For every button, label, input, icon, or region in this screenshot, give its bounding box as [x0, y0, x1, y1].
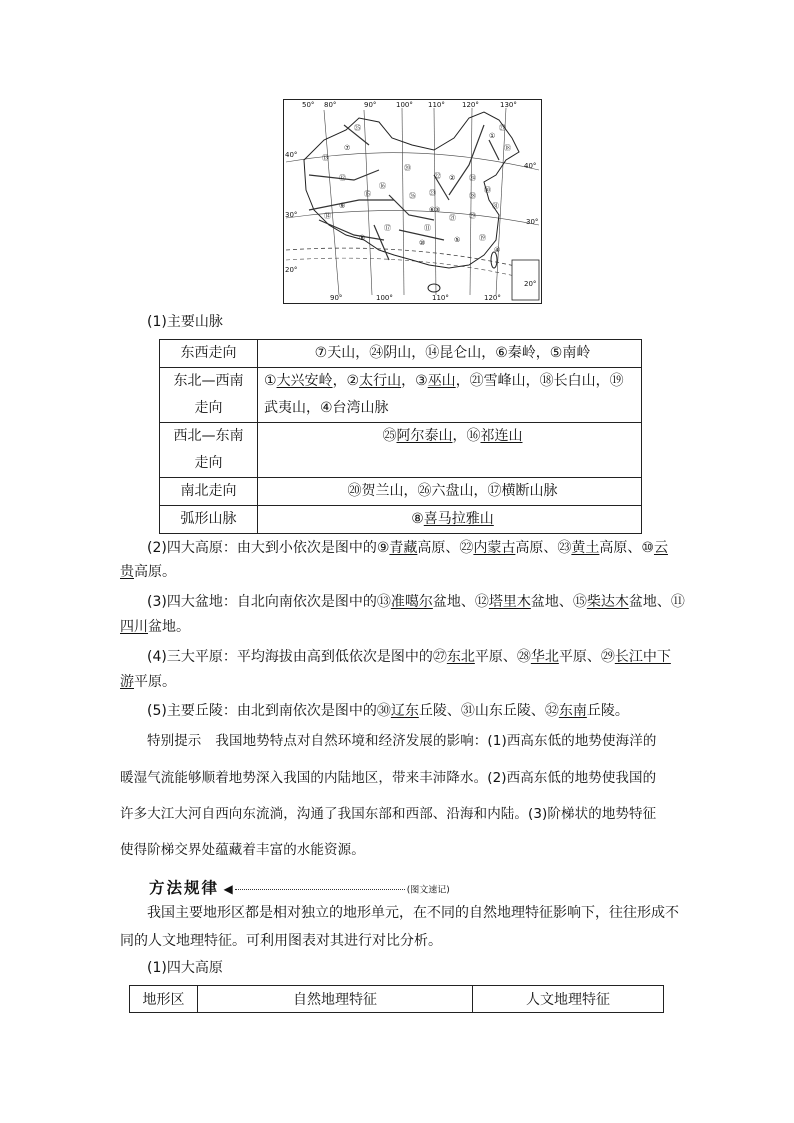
- map-marker: ⑩: [419, 239, 426, 247]
- map-marker: ⑭: [324, 212, 331, 220]
- column-header: 人文地理特征: [473, 986, 664, 1013]
- answer-blank: 青藏: [389, 540, 418, 556]
- lon-label-bottom: 110°: [432, 294, 449, 302]
- answer-blank: 喜马拉雅山: [423, 511, 494, 527]
- lon-label-top: 90°: [364, 101, 377, 109]
- table-row: [130, 986, 664, 1013]
- dotted-rule: [235, 889, 405, 890]
- basins-line1: (3)四大盆地：自北向南依次是图中的⑬准噶尔盆地、⑫塔里木盆地、⑮柴达木盆地、⑪: [147, 594, 685, 610]
- map-marker: ⑳: [404, 164, 411, 172]
- lon-label-bottom: 120°: [484, 294, 501, 302]
- answer-blank: 华北: [530, 649, 559, 665]
- map-marker: ⑧: [359, 234, 366, 242]
- method-heading: [149, 876, 450, 896]
- lat-label-left: 20°: [285, 266, 298, 274]
- features-table: [129, 985, 664, 1013]
- row-value: ①大兴安岭，②太行山，③巫山，㉑雪峰山，⑱长白山，⑲ 武夷山，④台湾山脉: [258, 368, 642, 423]
- map-marker: ⑦: [344, 144, 351, 152]
- answer-blank: 柴达木: [586, 594, 629, 610]
- answer-blank: 游: [120, 674, 134, 690]
- map-marker: ⑰: [384, 224, 391, 232]
- map-marker: ①: [489, 132, 496, 140]
- map-marker: ㉚: [484, 186, 491, 194]
- answer-blank: 阿尔泰山: [396, 428, 453, 444]
- lon-label-top: 130°: [500, 101, 517, 109]
- plateaus-line2: 贵高原。: [120, 564, 176, 580]
- lat-label-right: 40°: [524, 162, 537, 170]
- row-label: 西北—东南 走向: [160, 423, 258, 478]
- tip-line2: 暖湿气流能够顺着地势深入我国的内陆地区，带来丰沛降水。(2)西高东低的地势使我国的: [120, 770, 657, 786]
- tip-line4: 使得阶梯交界处蕴藏着丰富的水能资源。: [120, 842, 365, 858]
- table-row: [160, 423, 642, 478]
- triangle-left-icon: ◀: [223, 882, 233, 896]
- method-line1: 我国主要地形区都是相对独立的地形单元，在不同的自然地理特征影响下，往往形成不: [147, 905, 679, 921]
- row-value: ⑧喜马拉雅山: [258, 506, 642, 534]
- answer-blank: 云: [653, 540, 668, 556]
- mountains-table: [159, 339, 642, 534]
- map-marker: ㉖: [409, 192, 416, 200]
- row-label: 南北走向: [160, 478, 258, 506]
- map-marker: ⑯: [379, 182, 386, 190]
- answer-blank: 内蒙古: [473, 540, 516, 556]
- answer-blank: 巫山: [427, 373, 456, 389]
- terrain-map-svg: [284, 100, 541, 303]
- plains-line2: 游平原。: [120, 674, 176, 690]
- map-marker: ㉒: [434, 172, 441, 180]
- map-marker: ㉛: [492, 202, 499, 210]
- mountains-heading: (1)主要山脉: [147, 314, 223, 330]
- lon-label-top: 100°: [396, 101, 413, 109]
- map-marker: ㉕: [354, 124, 361, 132]
- row-label: 东西走向: [160, 340, 258, 368]
- map-marker: ㉔: [469, 174, 476, 182]
- row-value: ⑳贺兰山，㉖六盘山，⑰横断山脉: [258, 478, 642, 506]
- map-marker: ⑪: [424, 224, 431, 232]
- map-marker: ⑮: [364, 190, 371, 198]
- table-row: [160, 368, 642, 423]
- answer-blank: 塔里木: [488, 594, 531, 610]
- lat-label-left: 30°: [285, 211, 298, 219]
- map-marker: ⑱: [504, 144, 511, 152]
- map-marker: ④: [494, 246, 501, 254]
- map-marker: ㉑: [449, 214, 456, 222]
- map-marker: ⑨: [339, 202, 346, 210]
- map-marker: ⑥: [429, 206, 436, 214]
- answer-blank: 太行山: [359, 373, 402, 389]
- tip-line1: 特别提示 我国地势特点对自然环境和经济发展的影响：(1)西高东低的地势使海洋的: [147, 733, 657, 749]
- map-marker: ③: [434, 206, 441, 214]
- column-header: 自然地理特征: [198, 986, 473, 1013]
- lon-label-top: 110°: [428, 101, 445, 109]
- table-row: [160, 506, 642, 534]
- lat-label-right: 20°: [524, 280, 537, 288]
- answer-blank: 东北: [446, 649, 475, 665]
- lat-label-right: 30°: [526, 218, 539, 226]
- map-marker: ⑬: [322, 154, 329, 162]
- method-subheading: (1)四大高原: [147, 960, 223, 976]
- lon-label-bottom: 90°: [330, 294, 343, 302]
- answer-blank: 黄土: [571, 540, 600, 556]
- lon-label-top: 50°: [302, 101, 315, 109]
- answer-blank: 祁连山: [480, 428, 523, 444]
- method-tag: (图文速记): [406, 885, 450, 896]
- column-header: 地形区: [130, 986, 198, 1013]
- map-marker: ⑤: [454, 236, 461, 244]
- china-terrain-map: [283, 99, 542, 304]
- row-label: 东北—西南 走向: [160, 368, 258, 423]
- method-title: 方法规律: [149, 879, 220, 897]
- lon-label-top: 120°: [462, 101, 479, 109]
- map-marker: ②: [449, 174, 456, 182]
- hills-line: (5)主要丘陵：由北到南依次是图中的㉚辽东丘陵、㉛山东丘陵、㉜东南丘陵。: [147, 703, 629, 719]
- lon-label-bottom: 100°: [376, 294, 393, 302]
- table-row: [160, 478, 642, 506]
- map-marker: ㉗: [499, 124, 506, 132]
- tip-label: 特别提示: [147, 733, 202, 749]
- tip-line3: 许多大江大河自西向东流淌，沟通了我国东部和西部、沿海和内陆。(3)阶梯状的地势特征: [120, 806, 657, 822]
- table-row: [160, 340, 642, 368]
- answer-blank: 长江中下: [614, 649, 671, 665]
- lat-label-left: 40°: [285, 151, 298, 159]
- map-marker: ⑲: [479, 234, 486, 242]
- answer-blank: 辽东: [390, 703, 419, 719]
- basins-line2: 四川盆地。: [120, 619, 190, 635]
- map-marker: ㉓: [429, 189, 436, 197]
- answer-blank: 贵: [120, 564, 134, 580]
- map-marker: ⑫: [339, 174, 346, 182]
- answer-blank: 大兴安岭: [276, 373, 333, 389]
- answer-blank: 东南: [558, 703, 587, 719]
- row-label: 弧形山脉: [160, 506, 258, 534]
- method-line2: 同的人文地理特征。可利用图表对其进行对比分析。: [120, 933, 442, 949]
- plateaus-line1: (2)四大高原：由大到小依次是图中的⑨青藏高原、㉒内蒙古高原、㉓黄土高原、⑩云: [147, 540, 668, 556]
- row-value: ⑦天山，㉔阴山，⑭昆仑山，⑥秦岭，⑤南岭: [258, 340, 642, 368]
- map-marker: ㉙: [469, 212, 476, 220]
- row-value: ㉕阿尔泰山，⑯祁连山: [258, 423, 642, 478]
- answer-blank: 四川: [120, 619, 148, 635]
- plains-line1: (4)三大平原：平均海拔由高到低依次是图中的㉗东北平原、㉘华北平原、㉙长江中下: [147, 649, 671, 665]
- lon-label-top: 80°: [324, 101, 337, 109]
- answer-blank: 准噶尔: [390, 594, 433, 610]
- map-marker: ㉘: [469, 192, 476, 200]
